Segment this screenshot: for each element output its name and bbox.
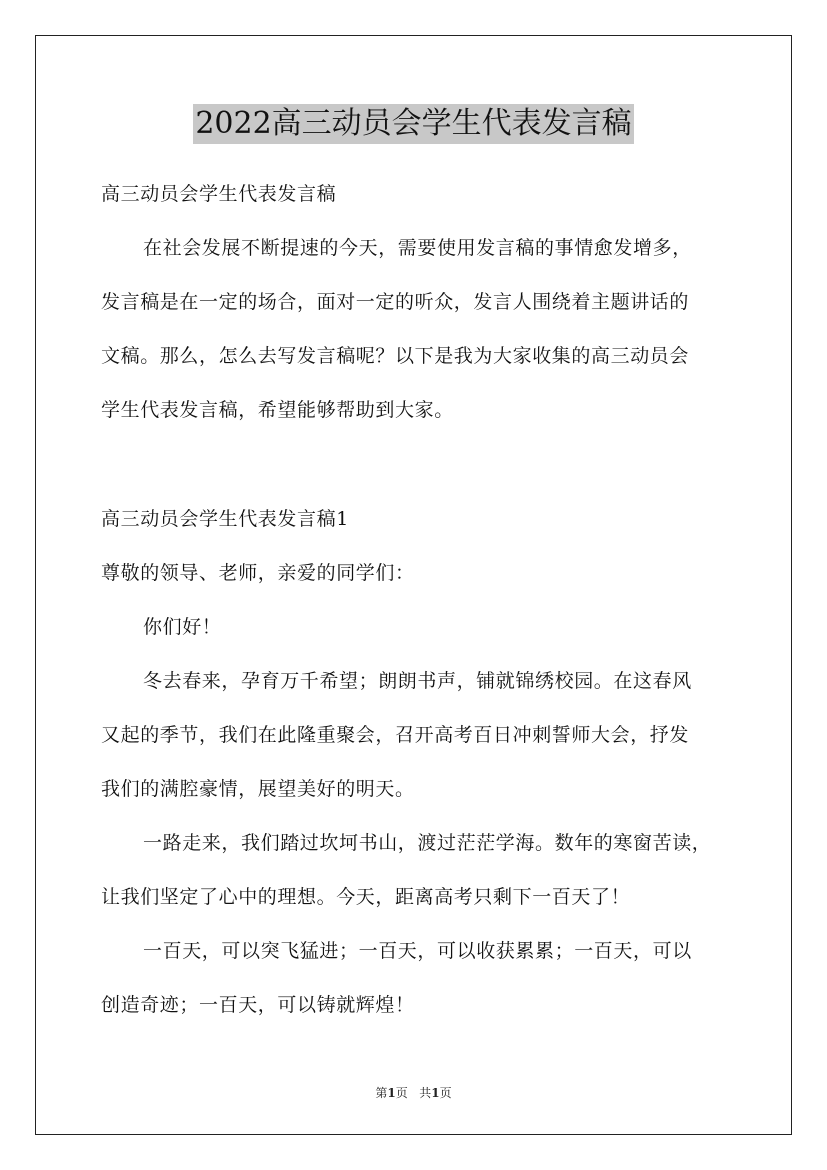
paragraph-line: 文稿。那么，怎么去写发言稿呢？以下是我为大家收集的高三动员会 [101, 345, 690, 367]
footer-total-number: 1 [431, 1086, 440, 1100]
footer-page-prefix: 第 [375, 1086, 388, 1100]
footer-total-suffix: 页 [439, 1086, 452, 1100]
paragraph-line: 又起的季节，我们在此隆重聚会，召开高考百日冲刺誓师大会，抒发 [101, 724, 690, 746]
footer-page-suffix: 页 [395, 1086, 408, 1100]
footer-total-prefix: 共 [419, 1086, 432, 1100]
paragraph-line: 一百天，可以突飞猛进；一百天，可以收获累累；一百天，可以 [143, 940, 692, 962]
paragraph-line: 创造奇迹；一百天，可以铸就辉煌！ [101, 994, 415, 1016]
paragraph-line: 让我们坚定了心中的理想。今天，距离高考只剩下一百天了！ [101, 886, 631, 908]
paragraph-line: 我们的满腔豪情，展望美好的明天。 [101, 778, 415, 800]
footer-page-number: 1 [387, 1086, 396, 1100]
section-heading: 高三动员会学生代表发言稿1 [101, 508, 349, 530]
title-container [0, 104, 827, 144]
document-title: 2022高三动员会学生代表发言稿 [193, 104, 633, 144]
paragraph-line: 发言稿是在一定的场合，面对一定的听众，发言人围绕着主题讲话的 [101, 291, 690, 313]
paragraph-line: 冬去春来，孕育万千希望；朗朗书声，铺就锦绣校园。在这春风 [143, 670, 692, 692]
paragraph-line: 一路走来，我们踏过坎坷书山，渡过茫茫学海。数年的寒窗苦读， [143, 832, 712, 854]
page-footer [0, 1085, 827, 1101]
paragraph-line: 在社会发展不断提速的今天，需要使用发言稿的事情愈发增多， [143, 237, 692, 259]
subtitle-line: 高三动员会学生代表发言稿 [101, 183, 337, 205]
paragraph-line: 学生代表发言稿，希望能够帮助到大家。 [101, 399, 454, 421]
salutation-line: 尊敬的领导、老师，亲爱的同学们： [101, 562, 415, 584]
greeting-line: 你们好！ [143, 616, 222, 638]
